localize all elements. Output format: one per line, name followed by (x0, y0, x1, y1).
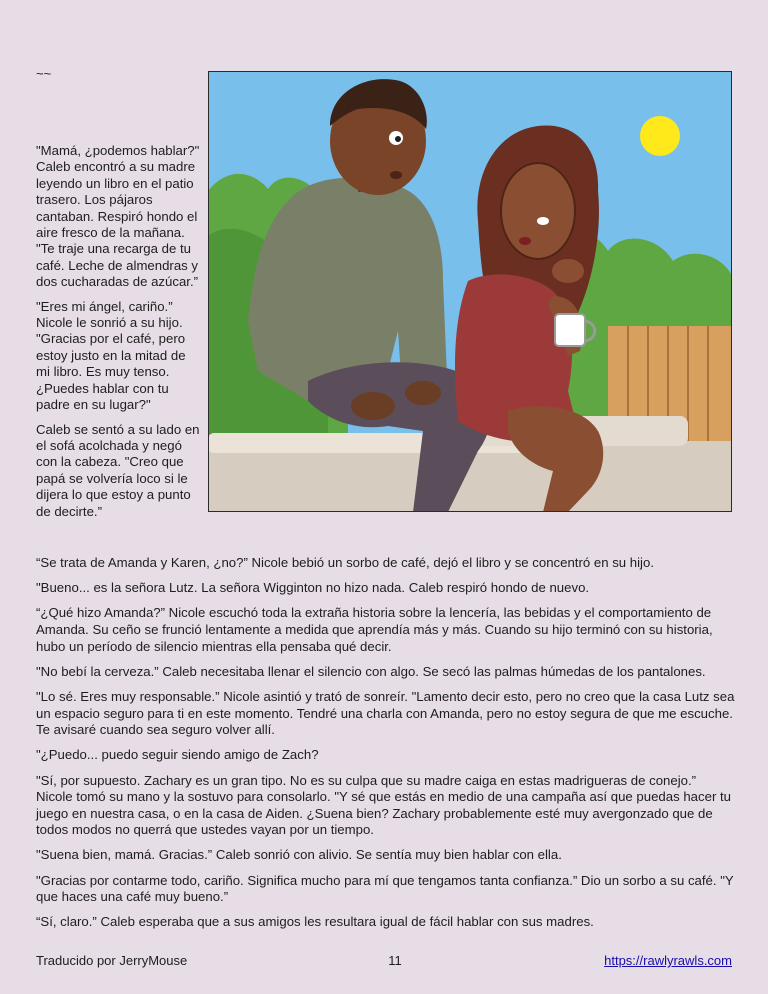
illustration-drawing (208, 71, 732, 512)
website-link[interactable]: https://rawlyrawls.com (604, 953, 732, 968)
caleb-hand (351, 392, 395, 420)
section-separator: ~~ (36, 66, 52, 81)
paragraph: "No bebí la cerveza.” Caleb necesitaba llenar el silencio con algo. Se secó las palmas húmedas de los pantalones. (36, 663, 706, 679)
caleb-hand-right (405, 381, 441, 405)
paragraph: "¿Puedo... puedo seguir siendo amigo de Zach? (36, 747, 319, 763)
paragraph: "Bueno... es la señora Lutz. La señora Wigginton no hizo nada. Caleb respiró hondo de nuevo. (36, 580, 590, 596)
translator-credit: Traducido por JerryMouse (36, 953, 188, 968)
paragraph: "Suena bien, mamá. Gracias.” Caleb sonrió con alivio. Se sentía muy bien hablar con ella. (36, 847, 562, 863)
paragraph: “¿Qué hizo Amanda?” Nicole escuchó toda la extraña historia sobre la lencería, las bebidas y el comportamiento de Amanda. Su ceño se frunció lentamente a medida que aprendía más y más. Cuando su hijo terminó con su historia, hubo un período de silencio mientras ella pensaba qué decir. (36, 605, 713, 654)
nicole-hand (552, 259, 584, 283)
paragraph: "Lo sé. Eres muy responsable.” Nicole asintió y trató de sonreír. "Lamento decir esto, pero no creo que la casa Lutz sea un espacio seguro para ti en este momento. Tendré una charla con Amanda, pero no estoy segura de que me escuche. Te avisaré cuando sea seguro volver allí. (36, 688, 735, 738)
caleb-pupil (395, 136, 401, 142)
left-text-column (36, 143, 202, 528)
paragraph: "Eres mi ángel, cariño.” Nicole le sonrió a su hijo. "Gracias por el café, pero estoy justo en la mitad de mi libro. Es muy tenso. ¿Puedes hablar con tu padre en su lugar?" (36, 298, 186, 413)
paragraph: "Sí, por supuesto. Zachary es un gran tipo. No es su culpa que su madre caiga en estas madrigueras de conejo.” Nicole tomó su mano y la sostuvo para consolarlo. "Y sé que estás en medio de una campaña así que puedas hacer tu juego en nuestra casa, o en la casa de Aiden. ¿Suena bien? Zachary probablemente esté muy avergonzado que de todos modos no querrá que ustedes vayan por un tiempo. (36, 772, 732, 838)
comic-illustration (208, 71, 732, 512)
caleb-mouth (390, 171, 402, 179)
page-number: 11 (388, 953, 402, 968)
nicole-eye (537, 217, 549, 225)
nicole-mouth (519, 237, 531, 245)
coffee-mug-icon (555, 314, 585, 346)
paragraph: Caleb se sentó a su lado en el sofá acolchada y negó con la cabeza. "Creo que papá se volvería loco si le dijera lo que estoy a punto de decirte.” (36, 421, 200, 519)
paragraph: “Sí, claro.” Caleb esperaba que a sus amigos les resultara igual de fácil hablar con sus madres. (36, 914, 594, 930)
paragraph: "Mamá, ¿podemos hablar?" Caleb encontró a su madre leyendo un libro en el patio trasero. Los pájaros cantaban. Respiró hondo el aire fresco de la mañana. "Te traje una recarga de tu café. Leche de almendras y dos cucharadas de azúcar.” (36, 143, 200, 290)
paragraph: "Gracias por contarme todo, cariño. Significa mucho para mí que tengamos tanta confianza.” Dio un sorbo a su café. "Y que haces una café muy bueno.” (36, 872, 734, 905)
sun-icon (640, 116, 680, 156)
page-footer (36, 953, 732, 971)
main-text-body (36, 555, 736, 940)
paragraph: “Se trata de Amanda y Karen, ¿no?” Nicole bebió un sorbo de café, dejó el libro y se concentró en su hijo. (36, 555, 654, 570)
